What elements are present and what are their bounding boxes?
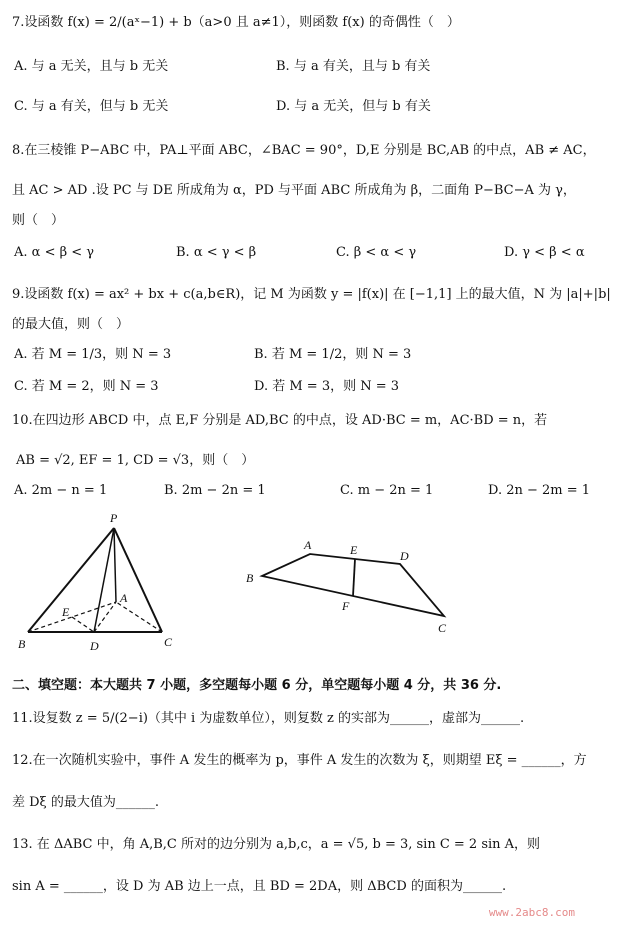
watermark: www.2abc8.com — [488, 906, 575, 919]
q8-option-d: D. γ < β < α — [504, 245, 585, 260]
quadrilateral-figure — [240, 530, 460, 640]
q7-option-d: D. 与 a 无关，但与 b 有关 — [276, 99, 431, 114]
q8-line2: 且 AC > AD .设 PC 与 DE 所成角为 α，PD 与平面 ABC 所成角为 β，二面角 P−BC−A 为 γ， — [12, 183, 576, 198]
q7-option-b: B. 与 a 有关，且与 b 有关 — [276, 59, 431, 74]
edge-pb — [28, 528, 114, 632]
label-c: C — [438, 621, 447, 635]
q10-option-c: C. m − 2n = 1 — [340, 483, 434, 498]
q8-option-c: C. β < α < γ — [336, 245, 417, 260]
q10-option-a: A. 2m − n = 1 — [14, 483, 108, 498]
edge-pa — [114, 528, 116, 602]
tetrahedron-solid-edges — [28, 528, 162, 632]
q8-option-b: B. α < γ < β — [176, 245, 257, 260]
q13-line1: 13. 在 ΔABC 中，角 A,B,C 所对的边分别为 a,b,c，a = √5, b = 3, sin C = 2 sin A，则 — [12, 837, 541, 852]
label-b: B — [246, 571, 254, 585]
q12-line2: 差 Dξ 的最大值为______. — [12, 795, 159, 810]
label-d: D — [400, 549, 409, 563]
label-a: A — [304, 538, 312, 552]
q7-option-c: C. 与 a 有关，但与 b 无关 — [14, 99, 169, 114]
label-e: E — [350, 543, 358, 557]
q8-option-a: A. α < β < γ — [14, 245, 95, 260]
q8-line1: 8.在三棱锥 P−ABC 中，PA⊥平面 ABC，∠BAC = 90°，D,E 分别是 BC,AB 的中点，AB ≠ AC， — [12, 143, 596, 158]
q12-line1: 12.在一次随机实验中，事件 A 发生的概率为 p，事件 A 发生的次数为 ξ，则期望 Eξ = ______，方 — [12, 753, 587, 768]
tetrahedron-figure — [10, 508, 200, 658]
q10-line2: AB = √2, EF = 1, CD = √3，则（ ） — [16, 453, 255, 468]
q9-line2: 的最大值，则（ ） — [12, 317, 130, 332]
q8-line3: 则（ ） — [12, 213, 65, 228]
label-a: A — [120, 591, 128, 605]
q9-option-b: B. 若 M = 1/2，则 N = 3 — [254, 347, 412, 362]
q11-line: 11.设复数 z = 5/(2−i)（其中 i 为虚数单位），则复数 z 的实部为______，虚部为______. — [12, 711, 525, 726]
q10-option-b: B. 2m − 2n = 1 — [164, 483, 266, 498]
label-c: C — [164, 635, 173, 649]
tetrahedron-hidden-edges — [28, 528, 162, 632]
q9-option-a: A. 若 M = 1/3，则 N = 3 — [14, 347, 172, 362]
label-f: F — [342, 599, 350, 613]
label-d: D — [90, 639, 99, 653]
q9-option-c: C. 若 M = 2，则 N = 3 — [14, 379, 159, 394]
q7-stem-text: 7.设函数 f(x) = 2/(aˣ−1) + b（a>0 且 a≠1），则函数 f(x) 的奇偶性（ ） — [12, 15, 460, 30]
section-title: 二、填空题：本大题共 7 小题，多空题每小题 6 分，单空题每小题 4 分，共 36 分. — [12, 678, 502, 693]
label-e: E — [62, 605, 70, 619]
q9-option-d: D. 若 M = 3，则 N = 3 — [254, 379, 400, 394]
edge-pd — [94, 528, 114, 632]
q10-line1: 10.在四边形 ABCD 中，点 E,F 分别是 AD,BC 的中点，设 AD·BC = m，AC·BD = n，若 — [12, 413, 548, 428]
q7-stem — [12, 14, 460, 32]
q9-line1: 9.设函数 f(x) = ax² + bx + c(a,b∈R)，记 M 为函数 y = |f(x)| 在 [−1,1] 上的最大值，N 为 |a|+|b| — [12, 287, 611, 302]
edge-ed — [72, 617, 94, 632]
label-b: B — [18, 637, 26, 651]
q13-line2: sin A = ______，设 D 为 AB 边上一点，且 BD = 2DA，则 ΔBCD 的面积为______. — [12, 879, 507, 894]
q7-option-a: A. 与 a 无关，且与 b 无关 — [14, 59, 169, 74]
segment-ef — [353, 559, 355, 596]
label-p: P — [110, 511, 118, 525]
q10-option-d: D. 2n − 2m = 1 — [488, 483, 591, 498]
